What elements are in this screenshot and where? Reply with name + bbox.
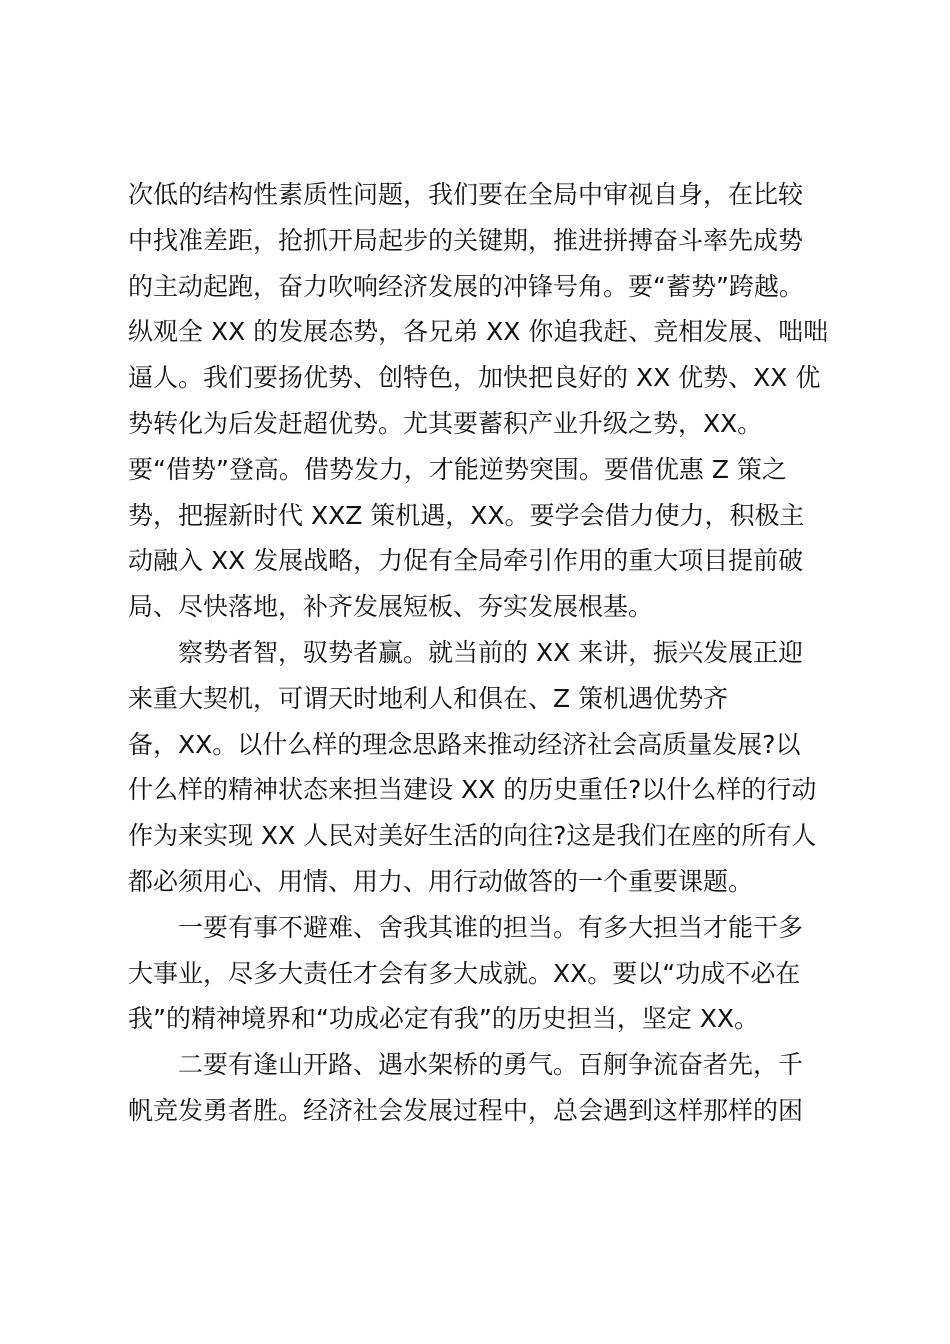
text-line: 什么样的精神状态来担当建设 XX 的历史重任?以什么样的行动 [128, 775, 817, 805]
text-line: 中找准差距，抢抓开局起步的关键期，推进拼搏奋斗率先成势 [128, 225, 804, 255]
paragraph-start-line: 察势者智，驭势者赢。就当前的 XX 来讲，振兴发展正迎 [178, 637, 804, 667]
text-line: 帆竞发勇者胜。经济社会发展过程中，总会遇到这样那样的困 [128, 1095, 804, 1125]
text-line: 纵观全 XX 的发展态势，各兄弟 XX 你追我赶、竞相发展、咄咄 [128, 317, 829, 347]
text-line: 来重大契机，可谓天时地利人和俱在、Z 策机遇优势齐 [128, 683, 729, 713]
body-text [128, 172, 828, 1134]
text-line: 大事业，尽多大责任才会有多大成就。XX。要以“功成不必在 [128, 958, 801, 988]
text-line: 的主动起跑，奋力吹响经济发展的冲锋号角。要“蓄势”跨越。 [128, 271, 804, 301]
text-line: 都必须用心、用情、用力、用行动做答的一个重要课题。 [128, 866, 754, 896]
text-line: 势，把握新时代 XXZ 策机遇，XX。要学会借力使力，积极主 [128, 500, 805, 530]
paragraph-start-line: 一要有事不避难、舍我其谁的担当。有多大担当才能干多 [178, 912, 804, 942]
text-line: 要“借势”登高。借势发力，才能逆势突围。要借优惠 Z 策之 [128, 454, 787, 484]
text-line: 作为来实现 XX 人民对美好生活的向往?这是我们在座的所有人 [128, 821, 817, 851]
text-line: 逼人。我们要扬优势、创特色，加快把良好的 XX 优势、XX 优 [128, 363, 821, 393]
text-line: 次低的结构性素质性问题，我们要在全局中审视自身，在比较 [128, 180, 804, 209]
text-line: 势转化为后发赶超优势。尤其要蓄积产业升级之势，XX。 [128, 408, 763, 438]
text-line: 我”的精神境界和“功成必定有我”的历史担当，坚定 XX。 [128, 1004, 760, 1034]
text-line: 局、尽快落地，补齐发展短板、夯实发展根基。 [128, 592, 654, 622]
text-line: 备，XX。以什么样的理念思路来推动经济社会高质量发展?以 [128, 729, 801, 759]
text-line: 动融入 XX 发展战略，力促有全局牵引作用的重大项目提前破 [128, 546, 804, 576]
paragraph-start-line: 二要有逢山开路、遇水架桥的勇气。百舸争流奋者先，千 [178, 1050, 804, 1080]
